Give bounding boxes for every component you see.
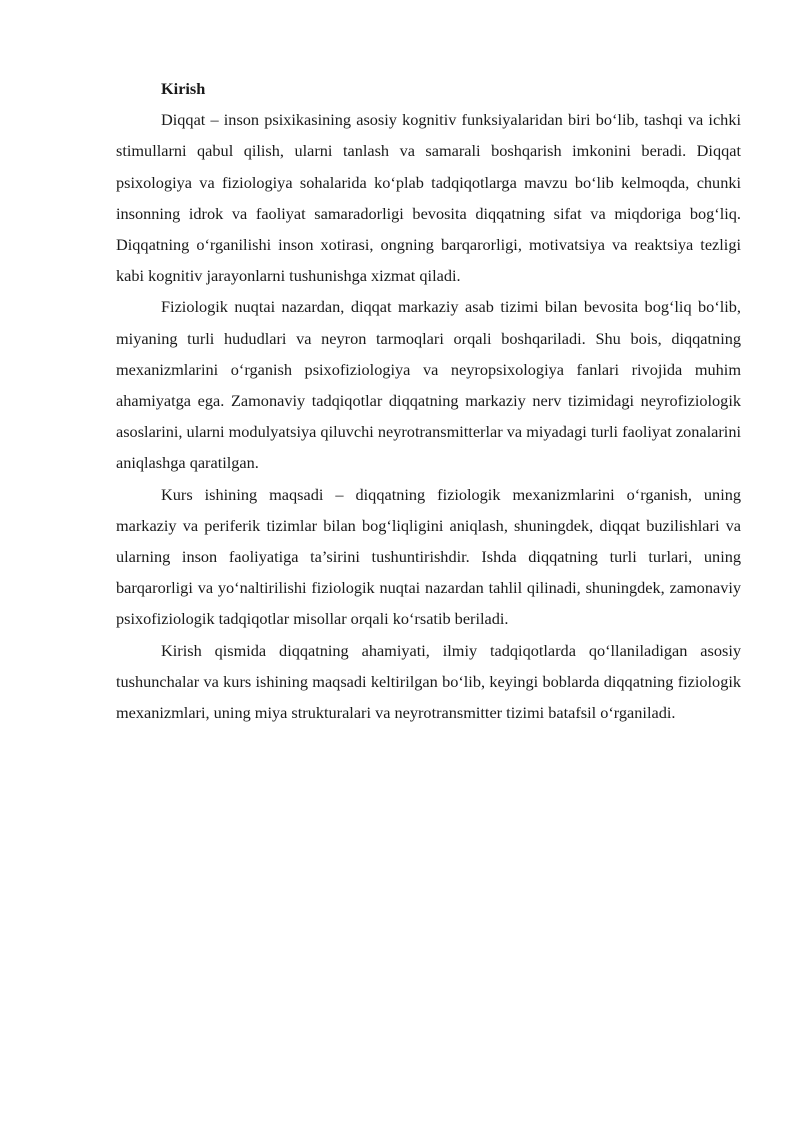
section-heading: Kirish	[161, 79, 206, 98]
paragraph-1: Diqqat – inson psixikasining asosiy kognitiv funksiyalaridan biri bo‘lib, tashqi va ichki stimullarni qabul qilish, ularni tanlash va samarali boshqarish imkonini beradi. Diqqat psixologiya va fiziologiya sohalarida ko‘plab tadqiqotlarga mavzu bo‘lib kelmoqda, chunki insonning idrok va faoliyat samaradorligi bevosita diqqatning sifat va miqdoriga bog‘liq. Diqqatning o‘rganilishi inson xotirasi, ongning barqarorligi, motivatsiya va reaktsiya tezligi kabi kognitiv jarayonlarni tushunishga xizmat qiladi.	[116, 110, 741, 286]
paragraph-4: Kirish qismida diqqatning ahamiyati, ilmiy tadqiqotlarda qo‘llaniladigan asosiy tushunchalar va kurs ishining maqsadi keltirilgan bo‘lib, keyingi boblarda diqqatning fiziologik mexanizmlari, uning miya strukturalari va neyrotransmitter tizimi batafsil o‘rganiladi.	[116, 640, 741, 723]
paragraph-3: Kurs ishining maqsadi – diqqatning fiziologik mexanizmlarini o‘rganish, uning markaziy va periferik tizimlar bilan bog‘liqligini aniqlash, shuningdek, diqqat buzilishlari va ularning inson faoliyatiga ta’sirini tushuntirishdir. Ishda diqqatning turli turlari, uning barqarorligi va yo‘naltirilishi fiziologik nuqtai nazardan tahlil qilinadi, shuningdek, zamonaviy psixofiziologik tadqiqotlar misollar orqali ko‘rsatib beriladi.	[116, 484, 741, 629]
paragraph-2: Fiziologik nuqtai nazardan, diqqat markaziy asab tizimi bilan bevosita bog‘liq bo‘lib, miyaning turli hududlari va neyron tarmoqlari orqali boshqariladi. Shu bois, diqqatning mexanizmlarini o‘rganish psixofiziologiya va neyropsixologiya fanlari rivojida muhim ahamiyatga ega. Zamonaviy tadqiqotlar diqqatning markaziy nerv tizimidagi neyrofiziologik asoslarini, ularni modulyatsiya qiluvchi neyrotransmitterlar va miyadagi turli faoliyat zonalarini aniqlashga qaratilgan.	[116, 297, 741, 473]
document-body	[116, 73, 741, 728]
